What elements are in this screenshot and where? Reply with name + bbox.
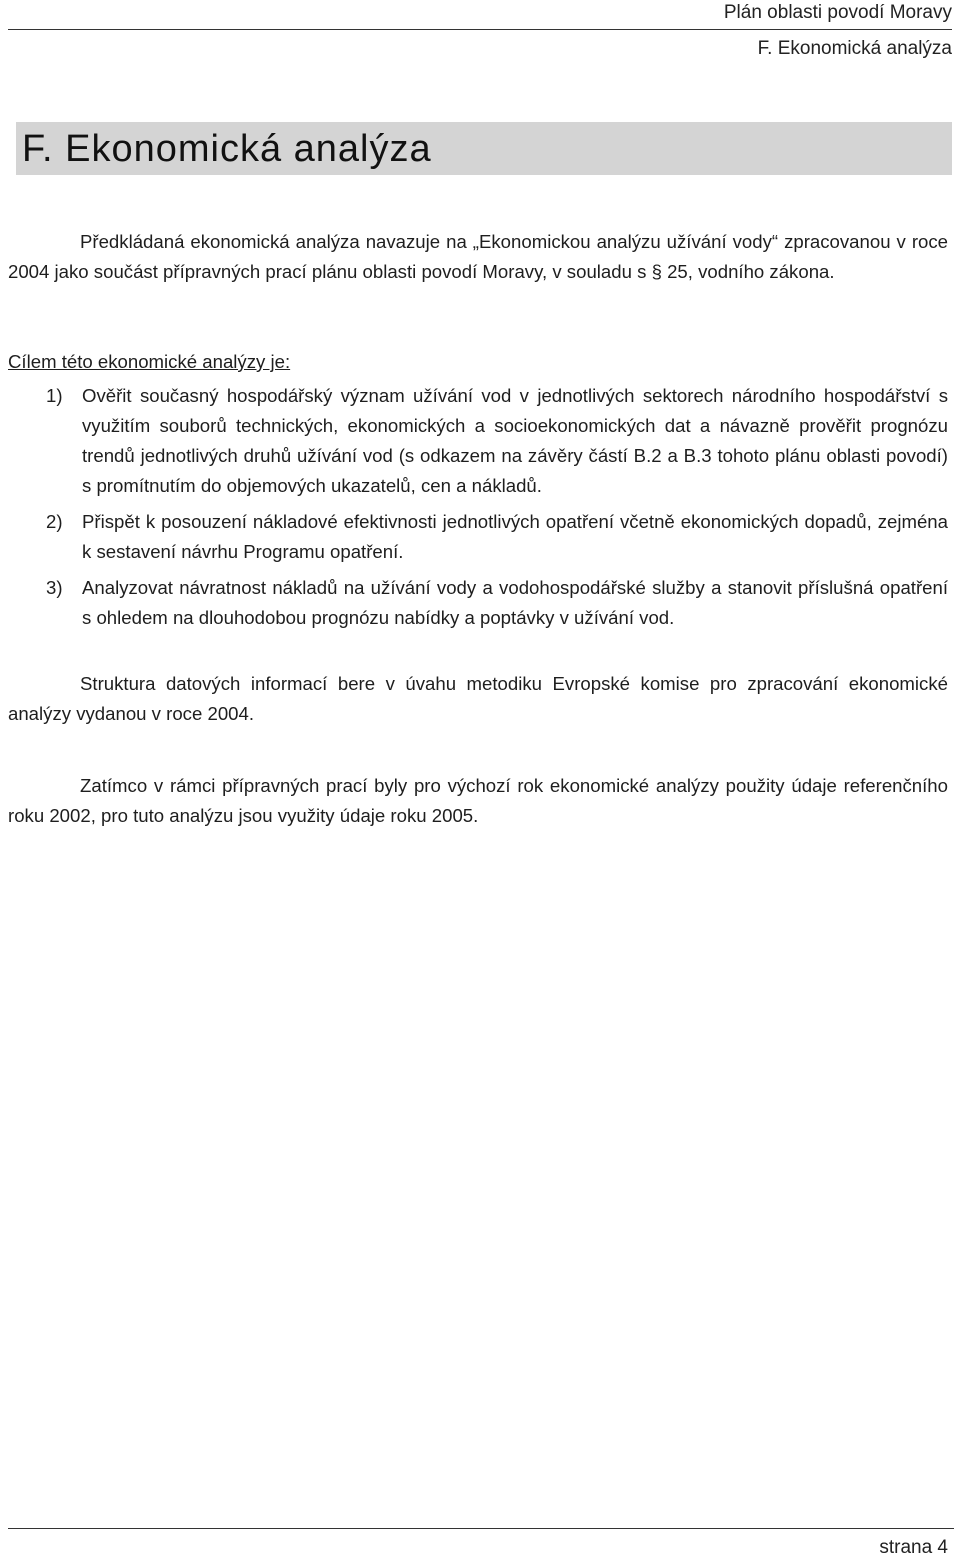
header-divider bbox=[8, 29, 952, 30]
page-header bbox=[8, 0, 952, 61]
goal-item bbox=[8, 573, 948, 633]
goal-item bbox=[8, 381, 948, 501]
goal-item bbox=[8, 507, 948, 567]
goal-number: 3) bbox=[46, 577, 63, 598]
goal-number: 2) bbox=[46, 511, 63, 532]
goal-text: Přispět k posouzení nákladové efektivnosti jednotlivých opatření včetně ekonomických dopadů, zejména k sestavení návrhu Programu opatření. bbox=[82, 511, 948, 562]
goals-intro-text: Cílem této ekonomické analýzy je: bbox=[8, 351, 291, 372]
document-body bbox=[8, 227, 948, 831]
section-heading: F. Ekonomická analýza bbox=[22, 128, 432, 170]
goals-list bbox=[8, 381, 948, 633]
goal-number: 1) bbox=[46, 385, 63, 406]
goal-text: Ověřit současný hospodářský význam užívání vod v jednotlivých sektorech národního hospodářství s využitím souborů technických, ekonomických a socioekonomických dat a návazně prověřit prognózu trendů jednotlivých druhů užívání vod (s odkazem na závěry částí B.2 a B.3 tohoto plánu oblasti povodí) s promítnutím do objemových ukazatelů, cen a nákladů. bbox=[82, 385, 948, 496]
chapter-title: F. Ekonomická analýza bbox=[757, 38, 952, 59]
reference-paragraph: Zatímco v rámci přípravných prací byly pro výchozí rok ekonomické analýzy použity údaje referenčního roku 2002, pro tuto analýzu jsou využity údaje roku 2005. bbox=[8, 775, 948, 826]
document-title: Plán oblasti povodí Moravy bbox=[723, 2, 952, 23]
goals-intro bbox=[8, 347, 948, 377]
page-number: strana 4 bbox=[879, 1537, 948, 1558]
footer-divider bbox=[8, 1528, 954, 1529]
structure-paragraph: Struktura datových informací bere v úvahu metodiku Evropské komise pro zpracování ekonomické analýzy vydanou v roce 2004. bbox=[8, 673, 948, 724]
page-footer bbox=[8, 1528, 954, 1560]
goal-text: Analyzovat návratnost nákladů na užívání vody a vodohospodářské služby a stanovit příslušná opatření s ohledem na dlouhodobou prognózu nabídky a poptávky v užívání vod. bbox=[82, 577, 948, 628]
intro-paragraph: Předkládaná ekonomická analýza navazuje na „Ekonomickou analýzu užívání vody“ zpracovanou v roce 2004 jako součást přípravných prací plánu oblasti povodí Moravy, v souladu s § 25, vodního zákona. bbox=[8, 231, 948, 282]
